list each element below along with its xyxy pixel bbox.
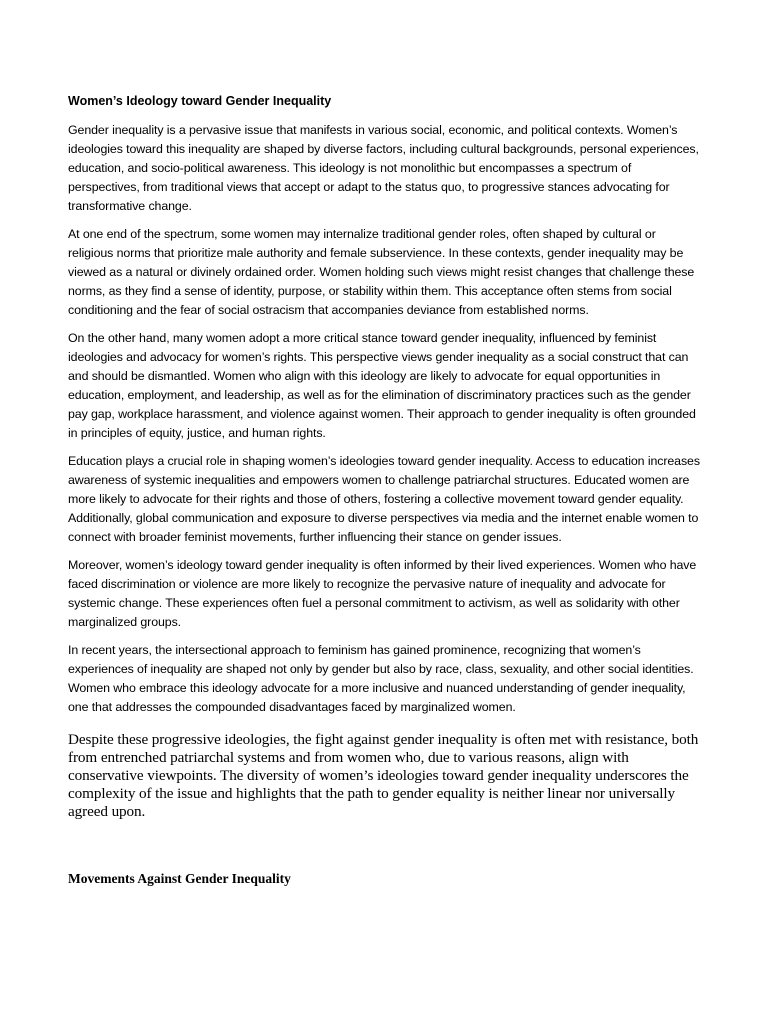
section-title-womens-ideology: Women’s Ideology toward Gender Inequality — [68, 94, 332, 108]
body-paragraph: On the other hand, many women adopt a more critical stance toward gender inequality, influenced by feminist ideologies and advocacy for women’s rights. This perspective views gender inequality as a social construct that can and should be dismantled. Women who align with this ideology are likely to advocate for equal opportunities in education, employment, and leadership, as well as for the elimination of discriminatory practices such as the gender pay gap, workplace harassment, and violence against women. Their approach to gender inequality is often grounded in principles of equity, justice, and human rights. — [68, 331, 696, 440]
body-paragraph: Education plays a crucial role in shaping women’s ideologies toward gender inequality. Access to education increases awareness of systemic inequalities and empowers women to challenge patriarchal structures. Educated women are more likely to advocate for their rights and those of others, fostering a collective movement toward gender equality. Additionally, global communication and exposure to diverse perspectives via media and the internet enable women to connect with broader feminist movements, further influencing their stance on gender issues. — [68, 454, 700, 544]
body-paragraph: Moreover, women’s ideology toward gender inequality is often informed by their lived experiences. Women who have faced discrimination or violence are more likely to recognize the pervasive nature of inequality and advocate for systemic change. These experiences often fuel a personal commitment to activism, as well as solidarity with other marginalized groups. — [68, 558, 697, 629]
closing-paragraph: Despite these progressive ideologies, the fight against gender inequality is often met with resistance, both from entrenched patriarchal systems and from women who, due to various reasons, align with conservative viewpoints. The diversity of women’s ideologies toward gender inequality underscores the complexity of the issue and highlights that the path to gender equality is neither linear nor universally agreed upon. — [68, 731, 699, 820]
document-page — [68, 92, 700, 888]
body-paragraph: Gender inequality is a pervasive issue that manifests in various social, economic, and political contexts. Women’s ideologies toward this inequality are shaped by diverse factors, including cultural backgrounds, personal experiences, education, and socio-political awareness. This ideology is not monolithic but encompasses a spectrum of perspectives, from traditional views that accept or adapt to the status quo, to progressive stances advocating for transformative change. — [68, 123, 699, 213]
body-paragraph: At one end of the spectrum, some women may internalize traditional gender roles, often shaped by cultural or religious norms that prioritize male authority and female subservience. In these contexts, gender inequality may be viewed as a natural or divinely ordained order. Women holding such views might resist changes that challenge these norms, as they find a sense of identity, purpose, or stability within them. This acceptance often stems from social conditioning and the fear of social ostracism that accompanies deviance from established norms. — [68, 227, 695, 317]
body-paragraph: In recent years, the intersectional approach to feminism has gained prominence, recognizing that women’s experiences of inequality are shaped not only by gender but also by race, class, sexuality, and other social identities. Women who embrace this ideology advocate for a more inclusive and nuanced understanding of gender inequality, one that addresses the compounded disadvantages faced by marginalized women. — [68, 643, 694, 714]
section-title-movements: Movements Against Gender Inequality — [68, 871, 291, 886]
